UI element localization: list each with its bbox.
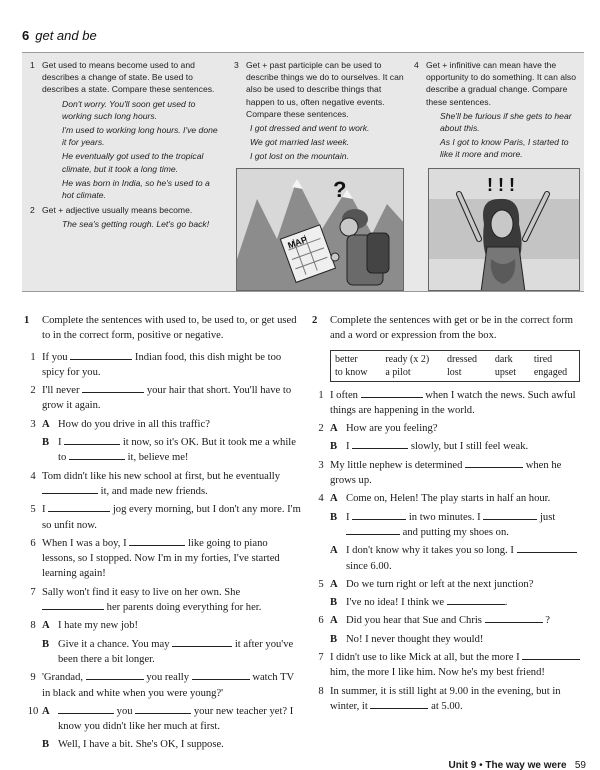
answer-gap[interactable] <box>70 350 132 360</box>
example: I'm used to working long hours. I've done it for years. <box>62 125 218 148</box>
word-option: to know <box>335 366 368 378</box>
exercise-number: 2 <box>312 315 318 326</box>
list-item: B I've no idea! I think we . <box>330 597 508 609</box>
answer-gap[interactable] <box>48 502 110 512</box>
exercise-instruction: Complete the sentences with used to, be used to, or get used to in the correct form, positive or negative. <box>42 315 297 342</box>
word-option: ready (x 2) <box>385 353 430 365</box>
example: I got lost on the mountain. <box>250 151 349 162</box>
list-item: 6 A Did you hear that Sue and Chris ? <box>318 615 550 627</box>
answer-gap[interactable] <box>522 650 580 660</box>
example: She'll be furious if she gets to hear about this. <box>440 110 572 134</box>
list-item: 4 A Come on, Helen! The play starts in half an hour. <box>318 493 551 505</box>
example: He eventually got used to the tropical climate, but it took a long time. <box>62 151 204 174</box>
svg-text:! ! !: ! ! ! <box>487 175 515 195</box>
example: The sea's getting rough. Let's go back! <box>62 219 210 230</box>
answer-gap[interactable] <box>42 484 98 494</box>
note-text: Get + adjective usually means become. <box>42 205 193 216</box>
page-number: 59 <box>574 760 586 770</box>
grammar-column-2 <box>234 59 412 163</box>
svg-text:?: ? <box>333 177 347 202</box>
note-number: 1 <box>30 60 35 70</box>
list-item: 5 I jog every morning, but I don't any more. I'm so unfit now. <box>30 504 301 531</box>
word-option: a pilot <box>385 366 411 378</box>
note-number: 3 <box>234 60 239 70</box>
list-item: 3 My little nephew is determined when he grows up. <box>318 459 562 487</box>
list-item: 1 If you Indian food, this dish might be too spicy for you. <box>30 351 282 378</box>
list-item: B I it now, so it's OK. But it took me a while to it, believe me! <box>42 437 296 464</box>
answer-gap[interactable] <box>86 670 144 680</box>
section-number: 6 <box>22 28 30 43</box>
answer-gap[interactable] <box>352 510 406 520</box>
list-item: B I slowly, but I still feel weak. <box>330 441 529 453</box>
example-list <box>250 122 412 163</box>
answer-gap[interactable] <box>370 699 428 709</box>
answer-gap[interactable] <box>135 704 191 714</box>
word-option: lost <box>447 366 462 378</box>
list-item: 8 In summer, it is still light at 9.00 in the evening, but in winter, it at 5.00. <box>318 685 561 712</box>
answer-gap[interactable] <box>361 388 423 398</box>
hiker-illustration <box>237 169 404 291</box>
list-item: 4 Tom didn't like his new school at first, but he eventually it, and made new friends. <box>30 470 281 497</box>
exercise-number: 1 <box>24 315 30 326</box>
list-item: 10 A you your new teacher yet? I know you didn't like her much at first. <box>27 705 294 733</box>
list-item: 1 I often when I watch the news. Such awful things are happening in the world. <box>318 389 576 416</box>
page-footer: Unit 9 • The way we were 59 <box>448 760 586 770</box>
answer-gap[interactable] <box>485 613 543 623</box>
answer-gap[interactable] <box>42 600 104 610</box>
answer-gap[interactable] <box>447 595 505 605</box>
exercise-2 <box>312 313 588 714</box>
answer-gap[interactable] <box>64 435 120 445</box>
example: We got married last week. <box>250 137 350 148</box>
answer-gap[interactable] <box>517 543 577 553</box>
grammar-column-3 <box>414 59 582 161</box>
section-title <box>22 28 97 43</box>
list-item: 2 I'll never your hair that short. You'll have to grow it again. <box>30 385 292 412</box>
answer-gap[interactable] <box>58 704 114 714</box>
list-item: 6 When I was a boy, I like going to piano lessons, so I stopped. Now I'm in my forties, I've started learning again! <box>30 537 280 580</box>
list-item: 3 A How do you drive in all this traffic? <box>30 418 210 430</box>
word-option: engaged <box>533 366 568 378</box>
answer-gap[interactable] <box>192 670 250 680</box>
note-text: Get used to means become used to and describes a change of state. Be used to describes a state. Compare these sentences. <box>42 60 215 95</box>
word-option: tired <box>533 353 553 365</box>
example: I got dressed and went to work. <box>250 123 370 134</box>
note-text: Get + infinitive can mean have the opportunity to do something. It can also describe a gradual change. Compare these sentences. <box>426 60 577 107</box>
exercise-1 <box>24 313 302 753</box>
note-text: Get + past participle can be used to describe things we do to ourselves. It can also be used to describe things that happen to us, often negative events. Compare these sentences. <box>246 60 404 119</box>
example: Don't worry. You'll soon get used to working such long hours. <box>62 98 196 121</box>
section-heading: get and be <box>35 28 97 43</box>
word-option: upset <box>494 366 516 378</box>
example: As I got to know Paris, I started to like it more and more. <box>440 137 569 160</box>
answer-gap[interactable] <box>465 458 523 468</box>
exercise-instruction: Complete the sentences with get or be in the correct form and a word or expression from the box. <box>330 315 573 342</box>
word-option: dark <box>494 353 513 365</box>
example-list <box>62 218 218 230</box>
answer-gap[interactable] <box>82 383 144 393</box>
footer-unit: Unit 9 <box>448 760 477 770</box>
list-item: B I in two minutes. I just and putting my shoes on. <box>330 511 556 538</box>
grammar-column-1 <box>30 59 218 231</box>
answer-gap[interactable] <box>69 450 125 460</box>
grammar-box <box>22 52 584 292</box>
lost-hiker-cartoon <box>236 168 404 291</box>
woman-illustration <box>429 169 580 291</box>
list-item: B Well, I have a bit. She's OK, I suppose. <box>42 739 224 751</box>
map-label: MAP <box>286 234 309 251</box>
example-list <box>440 110 582 161</box>
word-box <box>330 350 580 382</box>
list-item: B Give it a chance. You may it after you've been there a bit longer. <box>42 638 294 665</box>
list-item: 5 A Do we turn right or left at the next junction? <box>318 578 534 590</box>
note-number: 2 <box>30 205 35 216</box>
answer-gap[interactable] <box>346 525 400 535</box>
list-item: B No! I never thought they would! <box>330 633 484 645</box>
list-item: 7 I didn't use to like Mick at all, but the more I him, the more I like him. Now he's my best friend! <box>312 650 588 681</box>
answer-gap[interactable] <box>352 439 408 449</box>
list-item: A I don't know why it takes you so long. I since 6.00. <box>312 543 588 574</box>
word-option: better <box>335 353 358 365</box>
list-item: 7 Sally won't find it easy to live on her own. She her parents doing everything for her. <box>30 586 262 614</box>
list-item: 2 A How are you feeling? <box>318 423 438 435</box>
furious-woman-cartoon <box>428 168 580 291</box>
footer-title: The way we were <box>485 760 567 770</box>
answer-gap[interactable] <box>483 510 537 520</box>
example-list <box>62 98 218 202</box>
example: He was born in India, so he's used to a hot climate. <box>62 177 210 201</box>
list-item: 8 A I hate my new job! <box>30 620 139 632</box>
note-number: 4 <box>414 60 419 70</box>
answer-gap[interactable] <box>129 536 185 546</box>
list-item: 9 'Grandad, you really watch TV in black and white when you were young?' <box>30 672 294 699</box>
answer-gap[interactable] <box>172 637 232 647</box>
word-option: dressed <box>447 353 478 365</box>
